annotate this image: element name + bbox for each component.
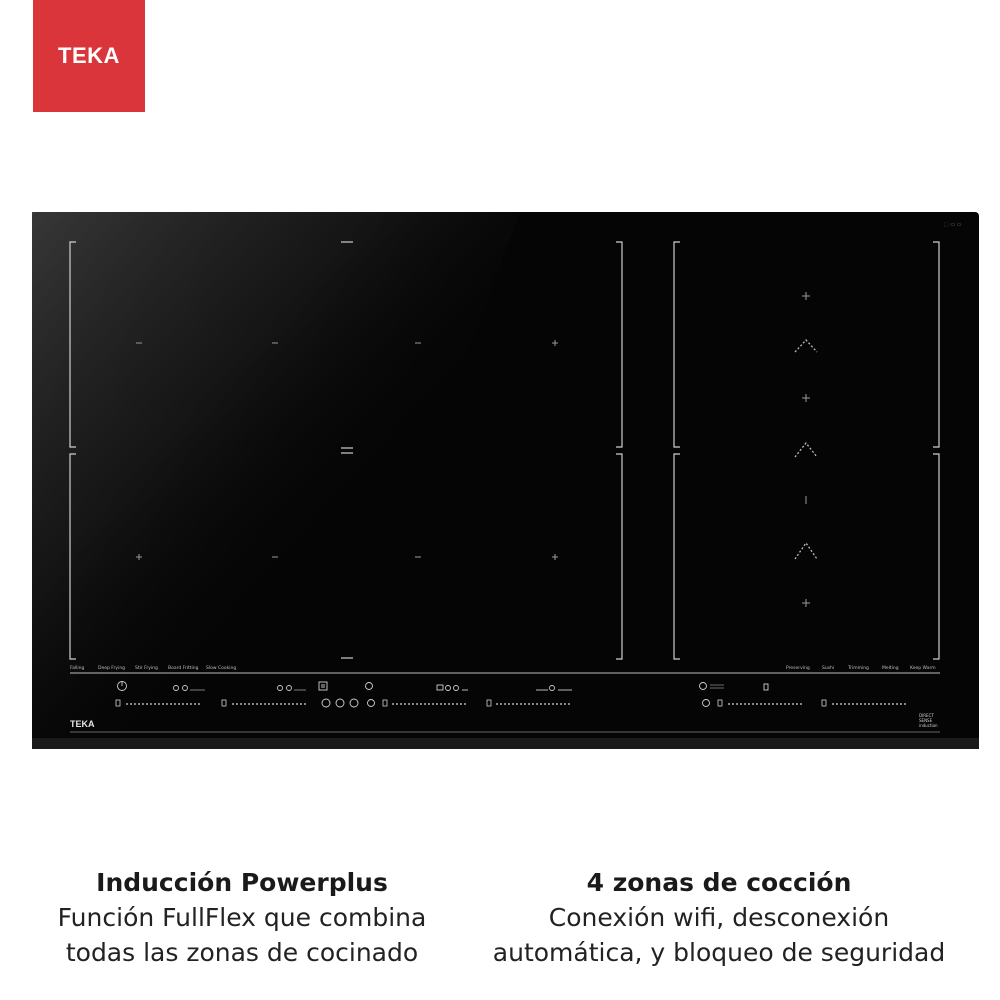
hob-teka-logo: TEKA bbox=[70, 719, 95, 729]
label-keep-warm: Keep Warm bbox=[910, 666, 936, 671]
label-melting: Melting bbox=[882, 666, 899, 671]
feature-zones bbox=[479, 866, 959, 970]
feature-powerplus bbox=[2, 866, 482, 970]
label-falling: Falling bbox=[70, 666, 85, 671]
feature-line: todas las zonas de cocinado bbox=[65, 938, 419, 967]
hob-frame-edge bbox=[32, 738, 979, 749]
feature-line: Conexión wifi, desconexión bbox=[548, 903, 890, 932]
label-board-fritting: Board Fritting bbox=[168, 666, 199, 671]
badge-line-1: DIRECT bbox=[919, 713, 934, 718]
badge-line-3: induction bbox=[919, 723, 938, 728]
feature-line: Función FullFlex que combina bbox=[57, 903, 427, 932]
feature-title: 4 zonas de cocción bbox=[586, 868, 852, 897]
label-stir-frying: Stir Frying bbox=[135, 666, 158, 671]
label-preserving: Preserving bbox=[786, 666, 810, 671]
badge-line-2: SENSE bbox=[919, 718, 933, 723]
teka-logo-text: TEKA bbox=[58, 43, 120, 68]
label-slow-cooking: Slow Cooking bbox=[206, 666, 237, 671]
top-right-mark: ⬚ ▭ ▭ bbox=[944, 222, 962, 228]
label-deep-frying: Deep Frying bbox=[98, 666, 126, 671]
label-sushi: Sushi bbox=[822, 666, 835, 671]
label-trimming: Trimming bbox=[848, 666, 869, 671]
feature-title: Inducción Powerplus bbox=[96, 868, 388, 897]
feature-line: automática, y bloqueo de seguridad bbox=[492, 938, 946, 967]
